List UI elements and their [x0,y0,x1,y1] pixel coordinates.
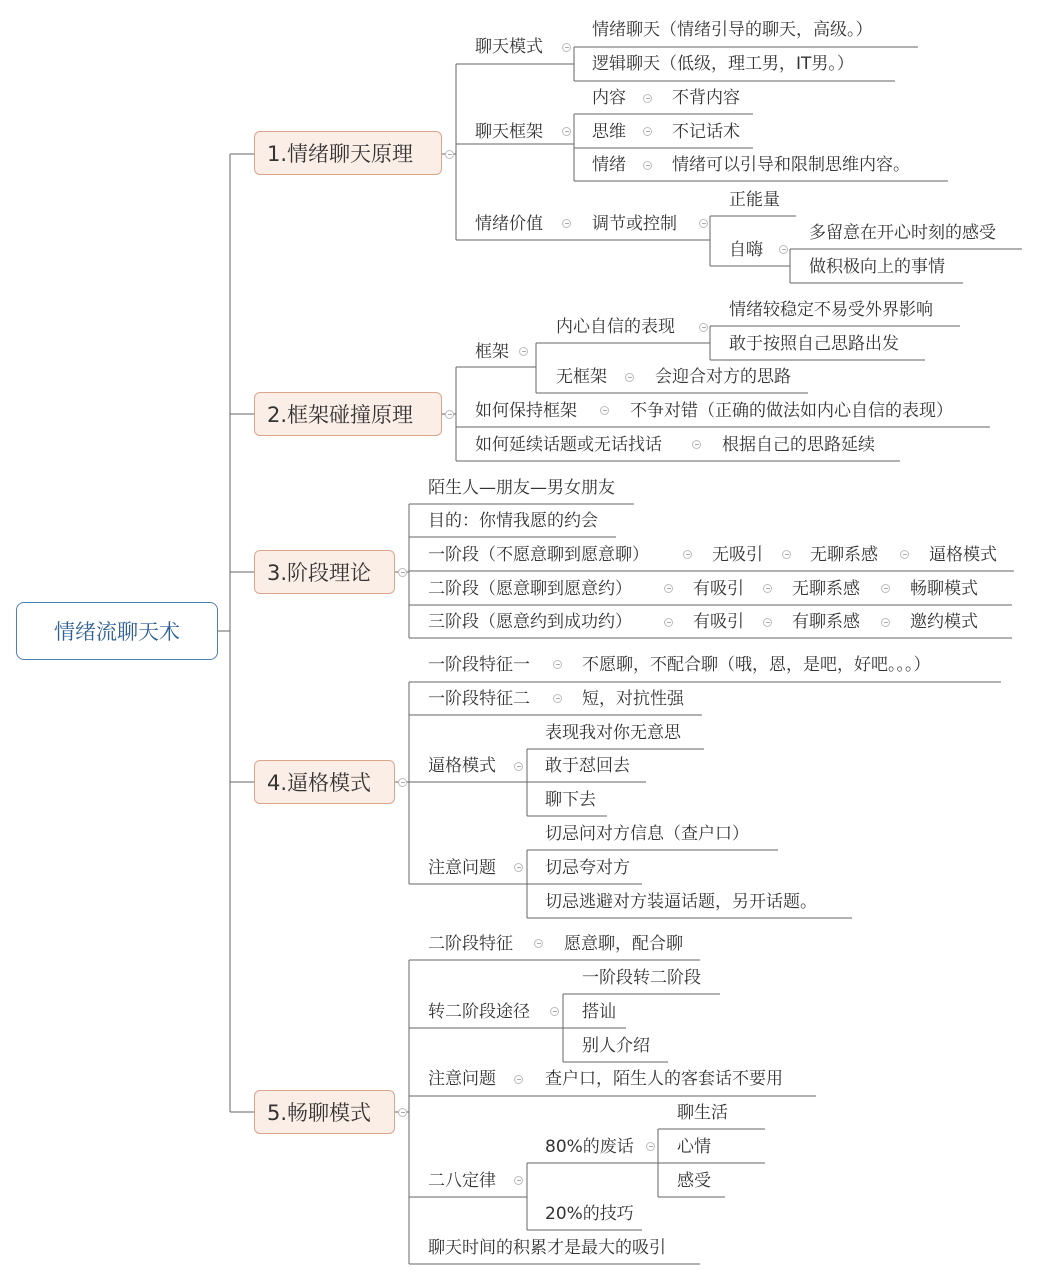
branch-bige-mode[interactable]: 4.逼格模式 [254,760,395,804]
node-emotion-detail[interactable]: 情绪可以引导和限制思维内容。 [672,155,910,175]
node-mode-2[interactable]: 敢于怼回去 [545,756,630,776]
node-thinking-detail[interactable]: 不记话术 [672,122,740,142]
collapse-icon[interactable] [398,778,407,787]
node-thinking[interactable]: 思维 [592,122,626,142]
node-keep-frame[interactable]: 如何保持框架 [475,401,577,421]
node-feature-2[interactable]: 一阶段特征二 [428,689,530,709]
node-stage-2-c[interactable]: 畅聊模式 [910,579,978,599]
node-way-3[interactable]: 别人介绍 [582,1036,650,1056]
node-stage-2-a[interactable]: 有吸引 [693,579,744,599]
collapse-icon[interactable] [519,347,528,356]
collapse-icon[interactable] [646,1142,655,1151]
collapse-icon[interactable] [514,1176,523,1185]
node-stage-3-c[interactable]: 邀约模式 [910,612,978,632]
node-stage-2-feature-detail[interactable]: 愿意聊，配合聊 [564,934,683,954]
collapse-icon[interactable] [534,939,543,948]
node-rule-80[interactable]: 80%的废话 [545,1137,634,1157]
node-rule-20[interactable]: 20%的技巧 [545,1204,634,1224]
collapse-icon[interactable] [683,550,692,559]
collapse-icon[interactable] [562,219,571,228]
node-attention[interactable]: 注意问题 [428,858,496,878]
node-feature-1[interactable]: 一阶段特征一 [428,655,530,675]
node-emotion-value[interactable]: 情绪价值 [475,214,543,234]
collapse-icon[interactable] [699,219,708,228]
collapse-icon[interactable] [643,127,652,136]
collapse-icon[interactable] [900,550,909,559]
node-way-1[interactable]: 一阶段转二阶段 [582,968,701,988]
node-rule-80-a[interactable]: 聊生活 [677,1103,728,1123]
node-attention-1[interactable]: 切忌问对方信息（查户口） [545,824,749,844]
node-notice-happy[interactable]: 多留意在开心时刻的感受 [809,223,996,243]
branch-emotional-chat[interactable]: 1.情绪聊天原理 [254,131,442,175]
node-logical-chat[interactable]: 逻辑聊天（低级，理工男，IT男。） [592,54,854,74]
node-bige-mode[interactable]: 逼格模式 [428,756,496,776]
node-mode-1[interactable]: 表现我对你无意思 [545,723,681,743]
collapse-icon[interactable] [562,127,571,136]
node-own-path[interactable]: 根据自己的思路延续 [722,435,875,455]
node-no-argue[interactable]: 不争对错（正确的做法如内心自信的表现） [630,401,953,421]
node-dare-own-path[interactable]: 敢于按照自己思路出发 [729,334,899,354]
collapse-icon[interactable] [763,618,772,627]
node-goal[interactable]: 目的：你情我愿的约会 [428,511,598,531]
collapse-icon[interactable] [782,550,791,559]
node-rule-80-b[interactable]: 心情 [677,1137,711,1157]
node-attention-2[interactable]: 切忌夸对方 [545,858,630,878]
collapse-icon[interactable] [692,440,701,449]
node-emotion[interactable]: 情绪 [592,155,626,175]
root-topic[interactable]: 情绪流聊天术 [16,602,218,660]
node-frame[interactable]: 框架 [475,342,509,362]
node-way[interactable]: 转二阶段途径 [428,1002,530,1022]
collapse-icon[interactable] [514,762,523,771]
collapse-icon[interactable] [553,694,562,703]
node-attention-3[interactable]: 切忌逃避对方装逼话题，另开话题。 [545,892,817,912]
node-self-high[interactable]: 自嗨 [729,240,763,260]
collapse-icon[interactable] [445,410,454,419]
node-way-2[interactable]: 搭讪 [582,1002,616,1022]
node-chat-mode[interactable]: 聊天模式 [475,37,543,57]
branch-free-chat-mode[interactable]: 5.畅聊模式 [254,1090,395,1134]
branch-stage-theory[interactable]: 3.阶段理论 [254,550,395,594]
collapse-icon[interactable] [699,323,708,332]
node-path[interactable]: 陌生人—朋友—男女朋友 [428,478,615,498]
node-stage-3-b[interactable]: 有聊系感 [792,612,860,632]
collapse-icon[interactable] [881,618,890,627]
node-content[interactable]: 内容 [592,88,626,108]
node-attention[interactable]: 注意问题 [428,1069,496,1089]
node-emotional-chat[interactable]: 情绪聊天（情绪引导的聊天，高级。） [592,20,873,40]
collapse-icon[interactable] [562,43,571,52]
node-no-frame[interactable]: 无框架 [556,367,607,387]
node-inner-confidence[interactable]: 内心自信的表现 [556,317,675,337]
node-attention-detail[interactable]: 查户口，陌生人的客套话不要用 [545,1069,783,1089]
node-feature-1-detail[interactable]: 不愿聊，不配合聊（哦，恩，是吧，好吧。。。） [582,655,931,675]
collapse-icon[interactable] [779,245,788,254]
node-stage-2-feature[interactable]: 二阶段特征 [428,934,513,954]
node-mode-3[interactable]: 聊下去 [545,790,596,810]
collapse-icon[interactable] [763,584,772,593]
node-continue-topic[interactable]: 如何延续话题或无话找话 [475,435,662,455]
node-rule-80-c[interactable]: 感受 [677,1171,711,1191]
node-stage-1-a[interactable]: 无吸引 [712,545,763,565]
collapse-icon[interactable] [514,1075,523,1084]
collapse-icon[interactable] [553,660,562,669]
node-cater[interactable]: 会迎合对方的思路 [655,367,791,387]
node-feature-2-detail[interactable]: 短，对抗性强 [582,689,684,709]
collapse-icon[interactable] [643,94,652,103]
collapse-icon[interactable] [664,618,673,627]
node-stage-2-b[interactable]: 无聊系感 [792,579,860,599]
node-stage-2[interactable]: 二阶段（愿意聊到愿意约） [428,579,632,599]
collapse-icon[interactable] [600,406,609,415]
collapse-icon[interactable] [550,1007,559,1016]
collapse-icon[interactable] [398,1108,407,1117]
collapse-icon[interactable] [881,584,890,593]
node-rule-28[interactable]: 二八定律 [428,1171,496,1191]
collapse-icon[interactable] [664,584,673,593]
collapse-icon[interactable] [398,568,407,577]
node-accumulation[interactable]: 聊天时间的积累才是最大的吸引 [428,1238,666,1258]
node-stage-3[interactable]: 三阶段（愿意约到成功约） [428,612,632,632]
collapse-icon[interactable] [643,161,652,170]
node-stage-1-b[interactable]: 无聊系感 [810,545,878,565]
node-regulate[interactable]: 调节或控制 [592,214,677,234]
node-positive-energy[interactable]: 正能量 [729,190,780,210]
node-stage-1-c[interactable]: 逼格模式 [929,545,997,565]
collapse-icon[interactable] [625,373,634,382]
node-content-detail[interactable]: 不背内容 [672,88,740,108]
node-chat-frame[interactable]: 聊天框架 [475,122,543,142]
node-stable[interactable]: 情绪较稳定不易受外界影响 [729,300,933,320]
node-do-positive[interactable]: 做积极向上的事情 [809,257,945,277]
collapse-icon[interactable] [514,863,523,872]
collapse-icon[interactable] [445,150,454,159]
node-stage-3-a[interactable]: 有吸引 [693,612,744,632]
node-stage-1[interactable]: 一阶段（不愿意聊到愿意聊） [428,545,649,565]
branch-frame-collision[interactable]: 2.框架碰撞原理 [254,392,442,436]
